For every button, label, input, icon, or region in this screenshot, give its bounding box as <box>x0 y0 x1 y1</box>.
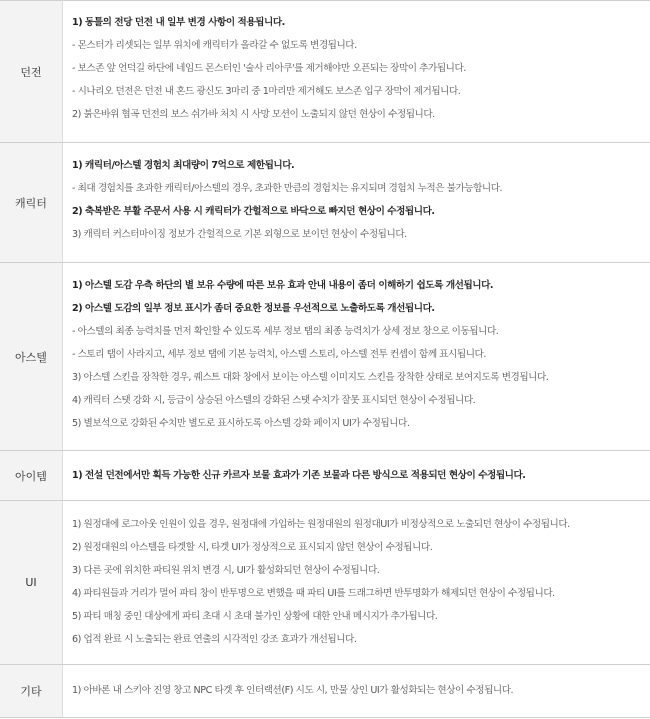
note-line: - 보스존 앞 언덕길 하단에 네임드 몬스터인 '술사 리아쿠'를 제거해야만 오픈되는 장막이 추가됩니다. <box>72 63 466 74</box>
content-cell <box>63 143 650 263</box>
note-line: 1) 전설 던전에서만 획득 가능한 신규 카르자 보물 효과가 기존 보물과 다른 방식으로 적용되던 현상이 수정됩니다. <box>72 470 526 481</box>
content-cell <box>63 1 650 143</box>
category-cell: 기타 <box>0 665 63 718</box>
note-line: 5) 파티 매칭 중인 대상에게 파티 초대 시 초대 불가인 상황에 대한 안내 메시지가 추가됩니다. <box>72 611 438 622</box>
row-astel <box>0 263 650 451</box>
note-line: 1) 원정대에 로그아웃 인원이 있을 경우, 원정대에 가입하는 원정대원의 원정대UI가 비정상적으로 노출되던 현상이 수정됩니다. <box>72 519 570 530</box>
row-etc <box>0 665 650 718</box>
row-dungeon <box>0 1 650 143</box>
note-line: 6) 업적 완료 시 노출되는 완료 연출의 시각적인 강조 효과가 개선됩니다. <box>72 634 357 645</box>
category-cell: 아이템 <box>0 451 63 501</box>
note-line: - 시나리오 던전은 던전 내 혼드 광신도 3마리 중 1마리만 제거해도 보스존 입구 장막이 제거됩니다. <box>72 86 461 97</box>
content-cell <box>63 501 650 665</box>
row-ui <box>0 501 650 665</box>
note-line: 5) 별보석으로 강화된 수치만 별도로 표시하도록 아스텔 강화 페이지 UI가 수정됩니다. <box>72 418 410 429</box>
category-cell: 던전 <box>0 1 63 143</box>
note-line: 3) 다른 곳에 위치한 파티원 위치 변경 시, UI가 활성화되던 현상이 수정됩니다. <box>72 565 380 576</box>
content-cell <box>63 263 650 451</box>
note-line: 1) 캐릭터/아스텔 경험치 최대량이 7억으로 제한됩니다. <box>72 160 295 171</box>
category-cell: UI <box>0 501 63 665</box>
note-line: 3) 캐릭터 커스터마이징 정보가 간헐적으로 기본 외형으로 보이던 현상이 수정됩니다. <box>72 229 407 240</box>
note-line: - 몬스터가 리셋되는 일부 위치에 캐릭터가 올라갈 수 없도록 변경됩니다. <box>72 40 357 51</box>
row-character <box>0 143 650 263</box>
note-line: 1) 아바론 내 스키아 진영 창고 NPC 타겟 후 인터랙션(F) 시도 시, 만물 상인 UI가 활성화되는 현상이 수정됩니다. <box>72 685 514 696</box>
note-line: 2) 원정대원의 아스텔을 타겟할 시, 타겟 UI가 정상적으로 표시되지 않던 현상이 수정됩니다. <box>72 542 433 553</box>
category-cell: 아스텔 <box>0 263 63 451</box>
row-item <box>0 451 650 501</box>
note-line: 2) 붉은바위 협곡 던전의 보스 쉬가바 처치 시 사망 모션이 노출되지 않던 현상이 수정됩니다. <box>72 109 435 120</box>
content-cell <box>63 665 650 718</box>
note-line: 1) 동틀의 전당 던전 내 일부 변경 사항이 적용됩니다. <box>72 17 285 28</box>
note-line: 2) 축복받은 부활 주문서 사용 시 캐릭터가 간헐적으로 바닥으로 빠지던 현상이 수정됩니다. <box>72 206 435 217</box>
note-line: 2) 아스텔 도감의 일부 정보 표시가 좀더 중요한 정보를 우선적으로 노출하도록 개선됩니다. <box>72 303 435 314</box>
category-cell: 캐릭터 <box>0 143 63 263</box>
note-line: - 스토리 탭이 사라지고, 세부 정보 탭에 기본 능력치, 아스텔 스토리, 아스텔 전투 컨셉이 함께 표시됩니다. <box>72 349 486 360</box>
note-line: 4) 파티원들과 거리가 멀어 파티 창이 반투명으로 변했을 때 파티 UI를 드래그하면 반투명화가 해제되던 현상이 수정됩니다. <box>72 588 555 599</box>
note-line: 3) 아스텔 스킨을 장착한 경우, 퀘스트 대화 창에서 보이는 아스텔 이미지도 스킨을 장착한 상태로 보여지도록 변경됩니다. <box>72 372 549 383</box>
note-line: - 최대 경험치를 초과한 캐릭터/아스텔의 경우, 초과한 만큼의 경험치는 유지되며 경험치 누적은 불가능합니다. <box>72 183 503 194</box>
content-cell <box>63 451 650 501</box>
note-line: 4) 캐릭터 스탯 강화 시, 등급이 상승된 아스텔의 강화된 스탯 수치가 잘못 표시되던 현상이 수정됩니다. <box>72 395 476 406</box>
note-line: 1) 아스텔 도감 우측 하단의 별 보유 수량에 따른 보유 효과 안내 내용이 좀더 이해하기 쉽도록 개선됩니다. <box>72 280 494 291</box>
note-line: - 아스텔의 최종 능력치를 먼저 확인할 수 있도록 세부 정보 탭의 최종 능력치가 상세 정보 창으로 이동됩니다. <box>72 326 499 337</box>
